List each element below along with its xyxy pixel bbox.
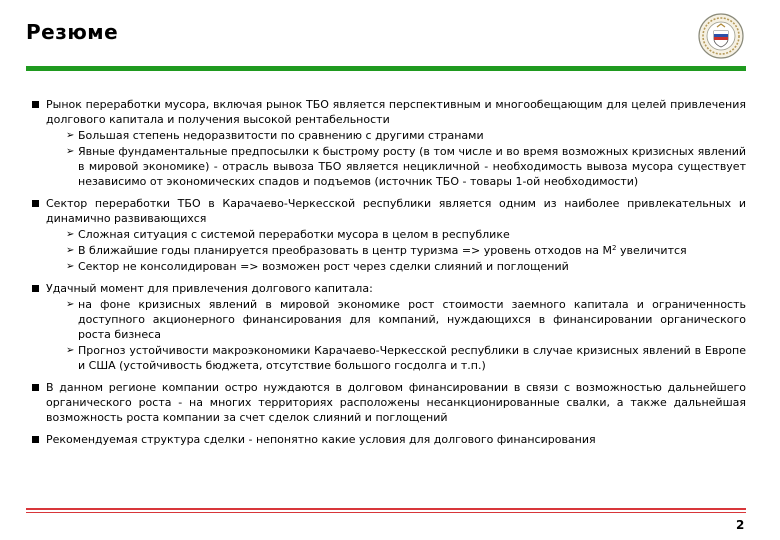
sub-item-text: Большая степень недоразвитости по сравнению с другими странами — [78, 129, 484, 142]
sub-item — [66, 259, 746, 274]
sub-item — [66, 227, 746, 242]
sub-item-text — [78, 243, 746, 258]
arrow-bullet-icon: ➢ — [66, 245, 75, 256]
list-item — [32, 97, 746, 189]
sub-item-text: Сложная ситуация с системой переработки мусора в целом в республике — [78, 228, 510, 241]
emblem-seal-icon — [697, 12, 745, 60]
bullet-square-icon — [32, 436, 39, 443]
sub-item — [66, 297, 746, 342]
sub-item-text: Прогноз устойчивости макроэкономики Карачаево-Черкесской республики в случае кризисных явлений в Европе и США (устойчивость бюджета, отсутствие большого госдолга и т.п.) — [78, 344, 746, 372]
arrow-bullet-icon: ➢ — [66, 130, 75, 141]
footer-divider — [26, 508, 746, 510]
bullet-text: Рынок переработки мусора, включая рынок ТБО является перспективным и многообещающим для целей привлечения долгового капитала и получения высокой рентабельности — [46, 98, 746, 126]
page-title: Резюме — [26, 20, 119, 44]
sub-item-text: Сектор не консолидирован => возможен рост через сделки слияний и поглощений — [78, 260, 569, 273]
bullet-text: Рекомендуемая структура сделки - непонятно какие условия для долгового финансирования — [46, 433, 596, 446]
page-number: 2 — [736, 518, 745, 532]
bullet-square-icon — [32, 384, 39, 391]
list-item — [32, 196, 746, 274]
bullet-square-icon — [32, 285, 39, 292]
bullet-text: В данном регионе компании остро нуждаются в долговом финансировании в связи с возможностью дальнейшего органического роста - на многих территориях расположены несанкционированные свалки, а также дальнейшая возможность роста компании за счет сделок слияний и поглощений — [46, 381, 746, 424]
sub-item-text-main: В ближайшие годы планируется преобразовать в центр туризма => уровень отходов на М — [78, 244, 613, 257]
superscript: 2 — [612, 244, 617, 252]
sub-item-text-tail: увеличится — [616, 244, 687, 257]
arrow-bullet-icon: ➢ — [66, 229, 75, 240]
summary-list — [32, 97, 746, 447]
list-item — [32, 380, 746, 425]
bullet-square-icon — [32, 200, 39, 207]
arrow-bullet-icon: ➢ — [66, 299, 75, 310]
arrow-bullet-icon: ➢ — [66, 261, 75, 272]
sub-item — [66, 128, 746, 143]
header-divider — [26, 66, 746, 71]
sub-item-text: Явные фундаментальные предпосылки к быстрому росту (в том числе и во время возможных кризисных явлений в мировой экономике) - отрасль вывоза ТБО является нецикличной - необходимость вывоза мусора существует независимо от экономических спадов и подъемов (источник ТБО - товары 1-ой необходимости) — [78, 145, 746, 188]
bullet-text: Удачный момент для привлечения долгового капитала: — [46, 282, 373, 295]
sub-item-text: на фоне кризисных явлений в мировой экономике рост стоимости заемного капитала и ограниченность доступного акционерного финансирования для компаний, нуждающихся в финансировании органического роста бизнеса — [78, 298, 746, 341]
arrow-bullet-icon: ➢ — [66, 345, 75, 356]
arrow-bullet-icon: ➢ — [66, 146, 75, 157]
sub-item — [66, 144, 746, 189]
list-item — [32, 281, 746, 373]
footer-divider-thin — [26, 512, 746, 513]
sub-item — [66, 343, 746, 373]
bullet-square-icon — [32, 101, 39, 108]
bullet-text: Сектор переработки ТБО в Карачаево-Черкесской республики является одним из наиболее привлекательных и динамично развивающихся — [46, 197, 746, 225]
sub-item — [66, 243, 746, 258]
list-item — [32, 432, 746, 447]
